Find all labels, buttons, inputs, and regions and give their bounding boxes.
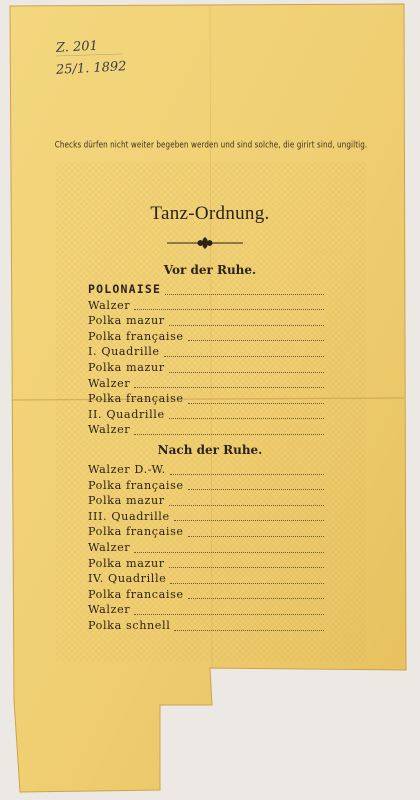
- dance-name: Polka française: [88, 329, 184, 343]
- partner-dotted-line: [134, 552, 324, 553]
- dance-name: Walzer: [88, 298, 131, 312]
- checks-notice: Checks dürfen nicht weiter begeben werden und sind solche, die girirt sind, ungiltig.: [54, 138, 368, 151]
- partner-dotted-line: [174, 520, 324, 521]
- partner-dotted-line: [169, 372, 324, 373]
- partner-dotted-line: [134, 387, 324, 388]
- partner-dotted-line: [134, 614, 324, 615]
- dance-name: Walzer: [88, 540, 131, 554]
- partner-dotted-line: [169, 325, 324, 326]
- dance-item: [88, 556, 328, 572]
- partner-dotted-line: [169, 505, 324, 506]
- dance-name: Polka schnell: [88, 618, 171, 632]
- dance-name: Polka francaise: [88, 587, 184, 601]
- dance-item: [88, 422, 328, 438]
- partner-dotted-line: [174, 630, 324, 631]
- dance-name: IV. Quadrille: [88, 572, 167, 586]
- partner-dotted-line: [169, 567, 324, 568]
- dance-item: [88, 376, 328, 392]
- dance-item: [88, 493, 328, 509]
- dance-name: POLONAISE: [88, 282, 162, 296]
- partner-dotted-line: [188, 403, 324, 404]
- dance-name: Polka française: [88, 478, 184, 492]
- dance-name: Polka mazur: [88, 360, 165, 374]
- flourish-icon: [165, 236, 245, 250]
- dance-name: I. Quadrille: [88, 345, 160, 359]
- partner-dotted-line: [164, 356, 324, 357]
- partner-dotted-line: [134, 434, 324, 435]
- dance-item: [88, 462, 328, 478]
- partner-dotted-line: [170, 474, 324, 475]
- handwritten-date: 25/1. 1892: [55, 59, 127, 78]
- partner-dotted-line: [188, 489, 324, 490]
- dance-item: [88, 509, 328, 525]
- partner-dotted-line: [169, 418, 324, 419]
- section-heading-after-rest: Nach der Ruhe.: [157, 443, 263, 457]
- document-title: Tanz-Ordnung.: [150, 203, 270, 224]
- dance-name: III. Quadrille: [88, 509, 170, 523]
- dance-list-after-rest: [88, 462, 328, 634]
- dance-list-before-rest: [88, 282, 328, 438]
- dance-item: [88, 618, 328, 634]
- partner-dotted-line: [188, 536, 324, 537]
- dance-item: [88, 602, 328, 618]
- dance-name: Walzer D.-W.: [88, 463, 166, 476]
- dance-item: [88, 391, 328, 407]
- dance-item: [88, 360, 328, 376]
- dance-name: Polka mazur: [88, 556, 165, 570]
- dance-name: Polka mazur: [88, 314, 165, 328]
- dance-item: [88, 571, 328, 587]
- dance-name: Walzer: [88, 423, 131, 437]
- dance-item: [88, 313, 328, 329]
- partner-dotted-line: [134, 309, 324, 310]
- dance-item: [88, 540, 328, 556]
- partner-dotted-line: [188, 340, 324, 341]
- dance-name: Walzer: [88, 376, 131, 390]
- dance-item: [88, 587, 328, 603]
- dance-name: II. Quadrille: [88, 407, 165, 421]
- partner-dotted-line: [165, 294, 324, 295]
- dance-name: Polka mazur: [88, 494, 165, 508]
- dance-item: [88, 329, 328, 345]
- partner-dotted-line: [170, 583, 324, 584]
- dance-item: [88, 524, 328, 540]
- dance-name: Polka française: [88, 392, 184, 406]
- dance-item: [88, 478, 328, 494]
- partner-dotted-line: [188, 598, 324, 599]
- dance-name: Walzer: [88, 603, 131, 617]
- section-heading-before-rest: Vor der Ruhe.: [163, 263, 257, 277]
- dance-name: Polka française: [88, 525, 184, 539]
- dance-item: [88, 298, 328, 314]
- dance-item: [88, 344, 328, 360]
- dance-item: [88, 407, 328, 423]
- handwritten-annotation: [56, 36, 127, 80]
- dance-item: [88, 282, 328, 298]
- archive-number: Z. 201: [55, 38, 99, 56]
